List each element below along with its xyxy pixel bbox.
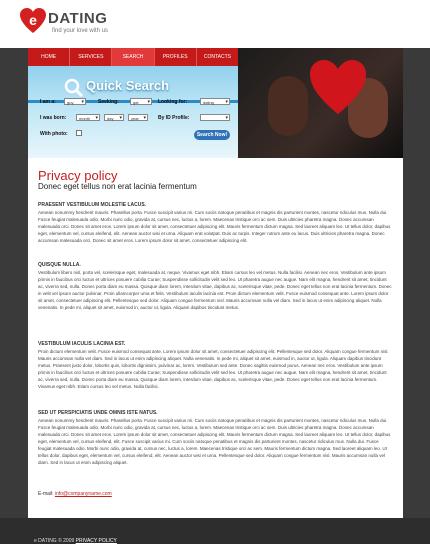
looking-for-select[interactable]: dating ▾ [200,98,230,105]
magnifier-icon [64,78,84,98]
search-now-button[interactable]: Search Now! [194,130,230,140]
section-text: Vestibulum libero nisl, porta vel, scelerisque eget, malesuada at, neque. Vivamus eget nibh. Etiam cursus leo vel metus. Nulla facilisi. Aenean nec eros. Vestibulum ante ipsum primis in faucibus orci luctus et ultrices posuere cubilia Curae; Suspendisse sollicitudin velit sed leo. Ut pharetra augue nec augue. Nam elit magna, hendrerit sit amet, tincidunt ac, viverra sed, nulla. Donec porta diam eu massa. Quisque diam lorem, interdum vitae, dapibus ac, scelerisque vitae, pede. Donec eget tellus non erat lacinia fermentum. Donec in velit vel ipsum auctor pulvinar. Proin ullamcorper urna et felis. Vestibulum iaculis lacinia est. Proin dictum elementum velit. Fusce euismod consequat ante. Lorem ipsum dolor sit amet, consectetuer adipiscing elit. Pellentesque sed dolor. Aliquam congue fermentum nisl. Mauris accumsan nulla vel diam. Sed in lacus ut enim adipiscing aliquet. Nulla venenatis. In pede mi, aliquet sit amet, euismod in, auctor ut, ligula. Aliquam dapibus tincidunt metus. [38,270,392,310]
i-am-select[interactable]: guy ▾ [64,98,86,105]
section-text: Aenean nonummy hendrerit mauris. Phasellus porta. Fusce suscipit varius mi. Cum sociis natoque penatibus et magnis dis parturient montes, nascetur ridiculus mus. Nulla dui. Fusce feugiat malesuada odio. Morbi nunc odio, gravida at, cursus nec, luctus a, lorem. Maecenas tristique orci ac sem. Duis ultricies pharetra magna. Donec accumsan malesuada orci. Donec sit amet eros. Lorem ipsum dolor sit amet, consectetuer adipiscing elit. Mauris fermentum dictum magna. Sed laoreet aliquam leo. Ut tellus dolor, dapibus eget, elementum vel, cursus eleifend, elit. Aenean auctor wisi et urna. Aliquam erat volutpat. Duis ac turpis. Integer rutrum ante eu lacus. Duis ultricies pharetra magna. Donec accumsan malesuada orci. Donec sit amet eros. Lorem ipsum dolor sit amet, consectetuer adipiscing elit. [38,210,391,243]
main-nav [28,48,238,66]
nav-item-home[interactable]: HOME [28,48,70,66]
i-am-label: I am a: [40,99,56,105]
footer [0,518,430,544]
seeking-label: Seeking: [98,99,119,105]
with-photo-label: With photo: [40,131,68,137]
brand-tagline: find your love with us [52,28,109,34]
by-id-label: By ID Profile: [158,115,190,121]
nav-item-contacts[interactable]: CONTACTS [203,54,231,60]
main-content [28,158,403,518]
red-heart-icon [308,58,368,118]
nav-item-services[interactable]: SERVICES [70,48,112,66]
section-text: Proin dictum elementum velit. Fusce euismod consequat ante. Lorem ipsum dolor sit amet, consectetuer adipiscing elit. Pellentesque sed dolor. Aliquam congue fermentum nisl. Mauris accumsan nulla vel diam. Sed in lacus ut enim adipiscing aliquet. Nulla venenatis. In pede mi, aliquet sit amet, euismod in, auctor ut, ligula. Aliquam dapibus tincidunt metus. Praesent justo dolor, lobortis quis, lobortis dignissim, pulvinar ac, lorem. Vestibulum sed ante. Donec sagittis euismod purus. Aenean nec eros. Vestibulum ante ipsum primis in faucibus orci luctus et ultrices posuere cubilia Curae; Suspendisse sollicitudin velit sed leo. Ut pharetra augue nec augue. Nam elit magna, hendrerit sit amet, tincidunt ac, viverra sed, nulla. Donec porta diam eu massa. Quisque diam lorem, interdum vitae, dapibus ac, scelerisque vitae, pede. Donec eget tellus non erat lacinia fermentum. Vivamus eget nibh. Etiam cursus leo vel metus. Nulla facilisi. [38,349,389,389]
heart-logo-icon [18,6,48,36]
email-link[interactable]: info@companyname.com [54,491,112,497]
nav-item-profiles[interactable]: PROFILES [155,48,197,66]
section-heading: QUISQUE NULLA. [38,262,81,268]
couple-photo [238,48,403,158]
born-year-select[interactable]: year ▾ [128,114,148,121]
page-title: Privacy policy [38,168,118,183]
nav-item-search[interactable]: SEARCH [112,48,154,66]
seeking-select[interactable]: gal ▾ [130,98,152,105]
born-label: I was born: [40,115,67,121]
quick-search-title: Quick Search [86,78,170,93]
email-line [38,491,112,497]
person-left [268,76,308,136]
born-day-select[interactable]: day ▾ [104,114,124,121]
page-subtitle: Donec eget tellus non erat lacinia fermentum [38,182,197,191]
with-photo-checkbox[interactable] [76,130,82,136]
brand-name: DATING [48,10,108,27]
hero-banner [28,48,403,158]
header [0,0,430,48]
footer-copyright: e DATING © 2009 [34,538,75,544]
logo-letter: e [29,12,37,28]
footer-privacy-link[interactable]: PRIVACY POLICY [75,538,117,544]
by-id-input[interactable] [200,114,230,121]
looking-for-label: Looking for: [158,99,188,105]
section-heading: VESTIBULUM IACULIS LACINIA EST. [38,341,126,347]
footer-text [34,538,117,544]
logo[interactable] [18,6,158,40]
section-heading: PRAESENT VESTIBULUM MOLESTIE LACUS. [38,202,147,208]
section-text: Aenean nonummy hendrerit mauris. Phasellus porta. Fusce suscipit varius mi. Cum sociis natoque penatibus et magnis dis parturient montes, nascetur ridiculus mus. Nulla dui. Fusce feugiat malesuada odio. Morbi nunc odio, gravida at, cursus nec, luctus a, lorem. Maecenas tristique orci ac sem. Duis ultricies pharetra magna. Donec accumsan malesuada orci. Donec sit amet eros. Lorem ipsum dolor sit amet, consectetuer adipiscing elit. Mauris fermentum dictum magna. Sed laoreet aliquam leo. Ut tellus dolor, dapibus eget, elementum vel, cursus eleifend, elit. Fusce suscipit varius mi. Cum sociis natoque penatibus et magnis dis parturient montes, nascetur ridiculus mus. Nulla dui. Fusce feugiat malesuada odio. Morbi nunc odio, gravida at, cursus nec, luctus a, lorem. Maecenas tristique orci ac sem. Mauris fermentum dictum magna. Sed laoreet aliquam leo. Ut tellus dolor, dapibus eget, elementum vel, cursus eleifend, elit. Aenean auctor wisi et urna. Pellentesque sed dolor. Aliquam congue fermentum nisl. Mauris accumsan nulla vel diam. Sed in lacus ut enim adipiscing aliquet. [38,418,391,465]
email-label: E-mail: [38,491,54,497]
born-month-select[interactable]: month ▾ [76,114,100,121]
section-heading: SED UT PERSPICIATIS UNDE OMNIS ISTE NATUS. [38,410,158,416]
